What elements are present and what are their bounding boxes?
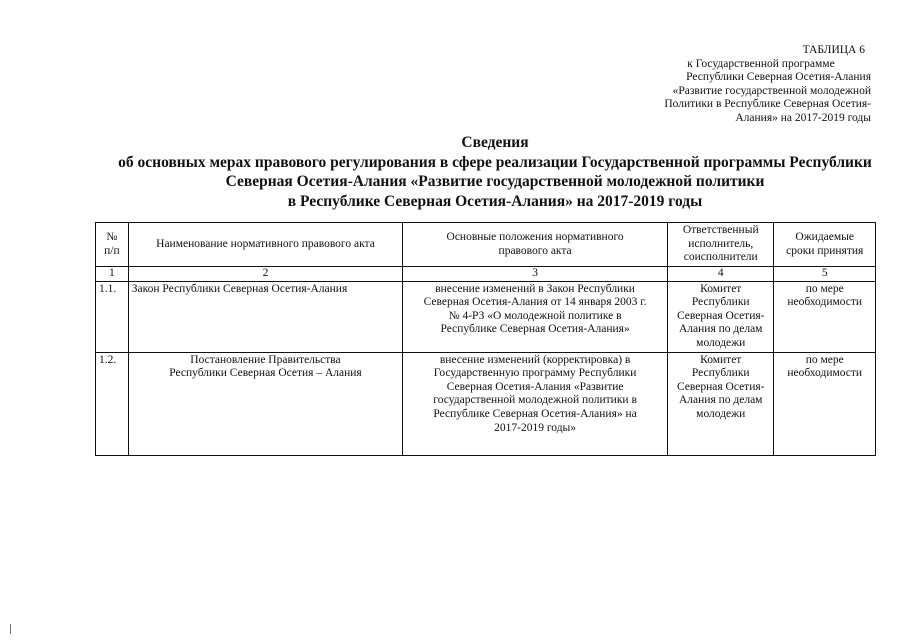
cell-text: Алания по делам [678, 323, 763, 336]
cell-text: Республике Северная Осетия-Алания» [440, 323, 630, 336]
cell-text: Республике Северная Осетия-Алания» на [433, 407, 637, 420]
document-heading [95, 133, 895, 211]
table-row [96, 281, 876, 352]
column-number-row [96, 267, 876, 282]
row-terms [774, 352, 876, 455]
header-name [128, 223, 402, 267]
header-text: Ожидаемые [795, 230, 854, 243]
appendix-line: Политики в Республике Северная Осетия- [664, 98, 871, 111]
header-text: правового акта [498, 244, 572, 257]
header-text: сроки принятия [786, 244, 864, 257]
row-num: 1.2. [96, 352, 129, 455]
row-num: 1.1. [96, 281, 129, 352]
cell-text: молодежи [696, 336, 746, 349]
cell-text: внесение изменений в Закон Республики [435, 282, 635, 295]
column-number: 4 [668, 267, 774, 282]
cell-text: Комитет [700, 353, 742, 366]
row-provisions [403, 352, 668, 455]
cell-text: по мере [805, 282, 844, 295]
header-text: исполнитель, [688, 237, 754, 250]
row-terms [774, 281, 876, 352]
heading-line: Северная Осетия-Алания «Развитие государственной молодежной политики [225, 173, 765, 190]
cell-text: государственной молодежной политики в [433, 394, 637, 407]
appendix-line: к Государственной программе [687, 57, 835, 70]
header-text: Ответственный [682, 224, 759, 237]
table-header-row [96, 223, 876, 267]
cell-text: по мере [805, 353, 844, 366]
cell-text: молодежи [696, 407, 746, 420]
column-number: 1 [96, 267, 129, 282]
row-provisions [403, 281, 668, 352]
row-executor [668, 281, 774, 352]
appendix-line: Республики Северная Осетия-Алания [686, 71, 871, 84]
cell-text: необходимости [787, 367, 863, 380]
appendix-line: «Развитие государственной молодежной [672, 84, 871, 97]
heading-line: Сведения [461, 134, 529, 151]
cell-text: Закон Республики Северная Осетия-Алания [131, 282, 348, 295]
header-text: Наименование нормативного правового акта [156, 237, 375, 250]
row-executor [668, 352, 774, 455]
header-text: № [106, 230, 118, 243]
cell-text: Республики [691, 367, 750, 380]
table-row [96, 352, 876, 455]
heading-line: об основных мерах правового регулирования в сфере реализации Государственной программы Республики [118, 153, 872, 171]
legal-measures-table [95, 222, 876, 456]
appendix-title: ТАБЛИЦА 6 [802, 44, 865, 56]
row-name [128, 281, 402, 352]
header-terms [774, 223, 876, 267]
column-number: 3 [403, 267, 668, 282]
cell-text: Северная Осетия- [676, 380, 765, 393]
row-name [128, 352, 402, 455]
cell-text: Постановление Правительства [190, 353, 341, 366]
appendix-note [611, 44, 871, 126]
cell-text: № 4-РЗ «О молодежной политике в [448, 309, 622, 322]
cell-text: внесение изменений (корректировка) в [439, 353, 631, 366]
appendix-line: Алания» на 2017-2019 годы [735, 111, 871, 124]
cell-text: Комитет [700, 282, 742, 295]
header-provisions [403, 223, 668, 267]
cell-text: Северная Осетия- [676, 309, 765, 322]
scan-margin-mark [10, 624, 11, 634]
cell-text: Северная Осетия-Алания от 14 января 2003 г. [423, 296, 647, 309]
cell-text: Республики Северная Осетия – Алания [169, 367, 362, 380]
header-text: п/п [104, 244, 120, 257]
column-number: 5 [774, 267, 876, 282]
cell-text: Северная Осетия-Алания «Развитие [446, 380, 624, 393]
heading-line: в Республике Северная Осетия-Алания» на 2017-2019 годы [287, 192, 703, 210]
cell-text: необходимости [787, 296, 863, 309]
header-text: соисполнители [683, 251, 758, 264]
cell-text: Алания по делам [678, 394, 763, 407]
cell-text: 2017-2019 годы» [494, 421, 577, 434]
header-text: Основные положения нормативного [446, 230, 624, 243]
header-num [96, 223, 129, 267]
cell-text: Республики [691, 296, 750, 309]
cell-text: Государственную программу Республики [433, 367, 637, 380]
column-number: 2 [128, 267, 402, 282]
header-executor [668, 223, 774, 267]
